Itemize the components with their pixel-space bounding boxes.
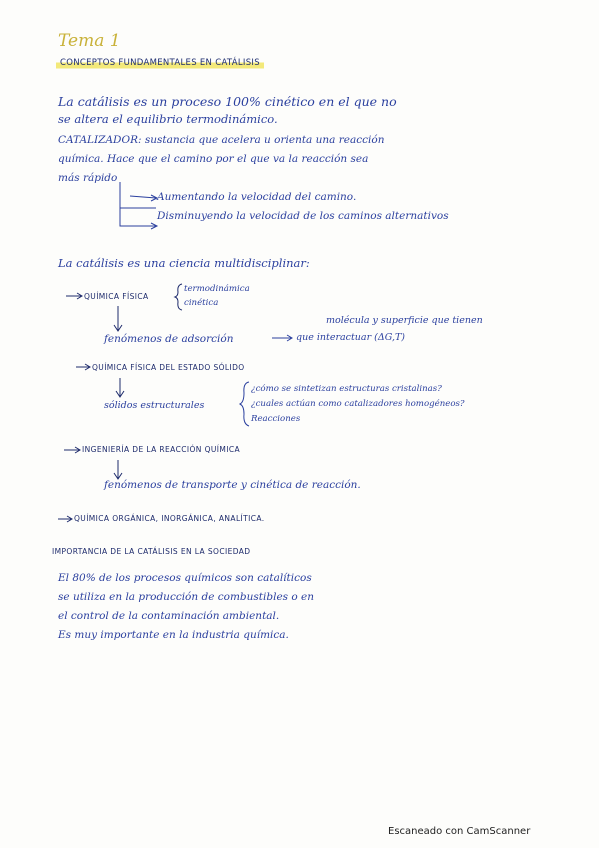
catalizador-line-3: más rápido (58, 172, 118, 184)
arrow-icon (116, 378, 124, 397)
brace-icon (240, 382, 249, 426)
catalizador-line-1: CATALIZADOR: sustancia que acelera u orienta una reacción (58, 134, 385, 146)
molecula-line-2: que interactuar (ΔG,T) (296, 332, 406, 343)
intro-line-1: La catálisis es un proceso 100% cinético en el que no (58, 94, 397, 109)
quimica-organica-label: QUÍMICA ORGÁNICA, INORGÁNICA, ANALÍTICA. (74, 514, 265, 523)
quimica-fisica-label: QUÍMICA FÍSICA (84, 292, 149, 301)
qf-termodinamica: termodinámica (184, 284, 250, 294)
catalizador-branch-1: Aumentando la velocidad del camino. (157, 191, 357, 203)
qfes-label: QUÍMICA FÍSICA DEL ESTADO SÓLIDO (92, 363, 245, 372)
page-title: Tema 1 (58, 31, 121, 51)
arrow-icon (272, 335, 292, 341)
solidos-q3: Reacciones (251, 414, 301, 424)
importancia-line-3: el control de la contaminación ambiental. (58, 610, 280, 622)
multidisciplinar-line: La catálisis es una ciencia multidisciplinar: (58, 256, 310, 270)
arrow-icon (64, 447, 80, 453)
intro-line-2: se altera el equilibrio termodinámico. (58, 112, 278, 126)
molecula-line-1: molécula y superficie que tienen (326, 315, 483, 326)
solidos-q1: ¿cómo se sintetizan estructuras cristalinas? (251, 384, 442, 394)
importancia-line-1: El 80% de los procesos químicos son catalíticos (58, 572, 312, 584)
arrow-icon (66, 293, 82, 299)
arrow-icon (58, 516, 72, 522)
ingenieria-label: INGENIERÍA DE LA REACCIÓN QUÍMICA (82, 445, 241, 454)
arrow-icon (114, 306, 122, 331)
fenomenos-transporte: fenómenos de transporte y cinética de reacción. (104, 479, 361, 491)
solidos-q2: ¿cuales actúan como catalizadores homogéneos? (251, 399, 465, 409)
arrow-icon (114, 460, 122, 479)
catalizador-branch-2: Disminuyendo la velocidad de los caminos alternativos (157, 210, 449, 222)
scanner-watermark: Escaneado con CamScanner (388, 826, 531, 837)
brace-icon (175, 284, 182, 310)
solidos-estructurales: sólidos estructurales (104, 400, 205, 411)
qf-cinetica: cinética (184, 298, 219, 308)
section-heading-highlighted: CONCEPTOS FUNDAMENTALES EN CATÁLISIS (56, 58, 264, 69)
importancia-line-2: se utiliza en la producción de combustibles o en (58, 591, 315, 603)
fenomenos-adsorcion: fenómenos de adsorción (104, 333, 234, 345)
arrow-icon (120, 182, 156, 208)
arrow-icon (76, 364, 90, 370)
catalizador-line-2: química. Hace que el camino por el que va la reacción sea (58, 153, 369, 165)
importancia-line-4: Es muy importante en la industria química. (58, 629, 289, 641)
importancia-heading: IMPORTANCIA DE LA CATÁLISIS EN LA SOCIEDAD (52, 547, 251, 556)
